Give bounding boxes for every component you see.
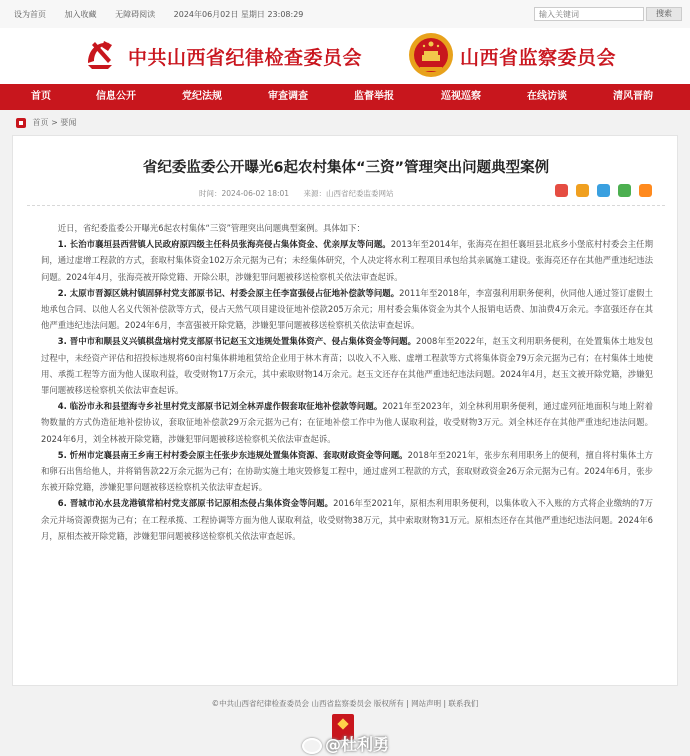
top-utility-bar xyxy=(0,0,690,29)
accessibility-link[interactable]: 无障碍阅读 xyxy=(115,10,156,19)
current-datetime: 2024年06月02日 星期日 23:08:29 xyxy=(173,10,304,19)
nav-investigation[interactable]: 审查调查 xyxy=(268,91,308,102)
case-paragraph xyxy=(41,333,653,398)
share-bar xyxy=(555,184,655,198)
site-header xyxy=(0,28,690,84)
supervisory-commission-title: 山西省监察委员会 xyxy=(460,47,617,69)
case-body: 2011年至2018年，李富强利用职务便利，伙同他人通过签订虚假土地承包合同、以他人名义代领补偿款等方式，侵占天然气项目建设征地补偿款205万余元；用村委会集体资金为其个人报销电话费、加油费4万余元。李富强还存在其他严重违纪违法问题。2024年6月，李富强被开除党籍，涉嫌犯罪问题被移送检察机关依法审查起诉。 xyxy=(41,287,653,331)
utility-links xyxy=(14,9,319,20)
breadcrumb-current[interactable]: 要闻 xyxy=(60,118,77,127)
case-heading: 3. 晋中市和顺县义兴镇棋盘垴村党支部原书记赵玉文违规处置集体资产、侵占集体资金等问题。 xyxy=(57,336,417,347)
breadcrumb-separator: > xyxy=(51,118,58,127)
weibo-icon xyxy=(302,738,322,754)
nav-report[interactable]: 监督举报 xyxy=(354,91,394,102)
case-paragraph xyxy=(41,447,653,496)
more-share-icon[interactable] xyxy=(639,184,652,197)
case-body: 2018年至2021年，张步东利用职务上的便利，擅自将村集体土方和卵石出售给他人，并将销售款22万余元据为己有；在协助实施土地灾毁修复工程中，通过虚列工程款的方式，套取财政资金26万余元据为己有。2024年6月，张步东被开除党籍，涉嫌犯罪问题被移送检察机关依法审查起诉。 xyxy=(41,449,653,493)
case-heading: 1. 长治市襄垣县西营镇人民政府原四级主任科员张海亮侵占集体资金、优亲厚友等问题。 xyxy=(57,239,391,250)
article-time: 时间：2024-06-02 18:01 xyxy=(199,189,290,198)
case-heading: 2. 太原市晋源区姚村镇固驿村党支部原书记、村委会原主任李富强侵占征地补偿款等问题。 xyxy=(57,287,400,298)
weibo-share-icon[interactable] xyxy=(555,184,568,197)
nav-home[interactable]: 首页 xyxy=(31,91,51,102)
article-title: 省纪委监委公开曝光6起农村集体“三资”管理突出问题典型案例 xyxy=(142,160,550,176)
nav-regulations[interactable]: 党纪法规 xyxy=(182,91,222,102)
case-heading: 4. 临汾市永和县望海寺乡社里村党支部原书记刘全林弄虚作假套取征地补偿款等问题。 xyxy=(57,401,383,412)
nav-inspection[interactable]: 巡视巡察 xyxy=(441,91,481,102)
search-input[interactable] xyxy=(534,7,644,21)
case-body: 2008年至2022年，赵玉文利用职务便利，在处置集体土地发包过程中，未经资产评估和招投标违规将60亩村集体耕地租赁给企业用于林木育苗；以收入不入账、虚增工程款等方式将集体资金79万余元据为己有；在村集体土地使用、承揽工程等方面为他人谋取利益，收受财物17万余元，其中索取财物14万余元。赵玉文还存在其他严重违纪违法问题。2024年4月，赵玉文被开除党籍，涉嫌犯罪问题被移送检察机关依法审查起诉。 xyxy=(41,336,653,396)
article-body xyxy=(41,220,653,544)
case-paragraph xyxy=(41,398,653,447)
article-intro: 近日，省纪委监委公开曝光6起农村集体“三资”管理突出问题典型案例。具体如下： xyxy=(57,223,365,233)
party-emblem-icon xyxy=(78,33,122,77)
case-body: 2021年至2023年，刘全林利用职务便利，通过虚列征地面积与地上附着物数量的方式伪造征地补偿协议，套取征地补偿款29万余元据为己有；在征地补偿工作中为他人谋取利益，收受财物3万元。刘全林还存在其他严重违纪违法问题。2024年6月，刘全林被开除党籍，涉嫌犯罪问题被移送检察机关依法审查起诉。 xyxy=(41,401,653,444)
commission-title: 中共山西省纪律检查委员会 xyxy=(128,47,363,69)
qq-share-icon[interactable] xyxy=(597,184,610,197)
case-paragraph xyxy=(41,495,653,544)
case-paragraph xyxy=(41,285,653,334)
case-heading: 6. 晋城市沁水县龙港镇常柏村党支部原书记原相杰侵占集体资金等问题。 xyxy=(57,498,334,509)
set-homepage-link[interactable]: 设为首页 xyxy=(14,10,46,19)
article-meta xyxy=(199,188,405,199)
site-footer xyxy=(0,690,690,756)
qzone-share-icon[interactable] xyxy=(576,184,589,197)
case-body: 2013年至2014年，张海亮在担任襄垣县北底乡小堡底村村委会主任期间，通过虚增工程款的方式，套取村集体资金102万余元据为己有；未经集体研究，个人决定将水利工程项目承包给其亲属施工建设。张海亮还存在其他严重违纪违法问题。2024年4月，张海亮被开除党籍、开除公职，涉嫌犯罪问题被移送检察机关依法审查起诉。 xyxy=(41,239,653,282)
nav-interview[interactable]: 在线访谈 xyxy=(527,91,567,102)
article-source: 来源：山西省纪委监委网站 xyxy=(303,189,394,198)
breadcrumb-home[interactable]: 首页 xyxy=(32,118,49,127)
case-heading: 5. 忻州市定襄县南王乡南王村村委会原主任张步东违规处置集体资源、套取财政资金等问题。 xyxy=(57,449,408,460)
article-card xyxy=(12,135,678,686)
watermark-text: @杜利勇 xyxy=(325,735,390,754)
footer-copyright: ©中共山西省纪律检查委员会 山西省监察委员会 版权所有 | 网站声明 | 联系我们 xyxy=(211,699,479,708)
add-favorite-link[interactable]: 加入收藏 xyxy=(64,10,97,19)
main-nav xyxy=(0,84,690,110)
case-paragraph xyxy=(41,236,653,285)
case-body: 2016年至2021年，原相杰利用职务便利，以集体收入不入账的方式将企业缴纳的7万余元并场资源费据为己有；在工程承揽、工程协调等方面为他人谋取利益，收受财物38万元，其中索取财物31万元。原相杰还存在其他严重违纪违法问题。2024年6月，原相杰被开除党籍，涉嫌犯罪问题被移送检察机关依法审查起诉。 xyxy=(41,498,653,541)
nav-culture[interactable]: 清风晋韵 xyxy=(613,91,653,102)
home-icon xyxy=(16,118,26,128)
weibo-watermark xyxy=(302,732,389,755)
nav-info-disclosure[interactable]: 信息公开 xyxy=(96,91,136,102)
national-emblem-icon xyxy=(408,31,454,79)
breadcrumb xyxy=(12,112,678,134)
title-divider xyxy=(27,205,665,206)
wechat-share-icon[interactable] xyxy=(618,184,631,197)
search-button[interactable]: 搜索 xyxy=(646,7,682,21)
